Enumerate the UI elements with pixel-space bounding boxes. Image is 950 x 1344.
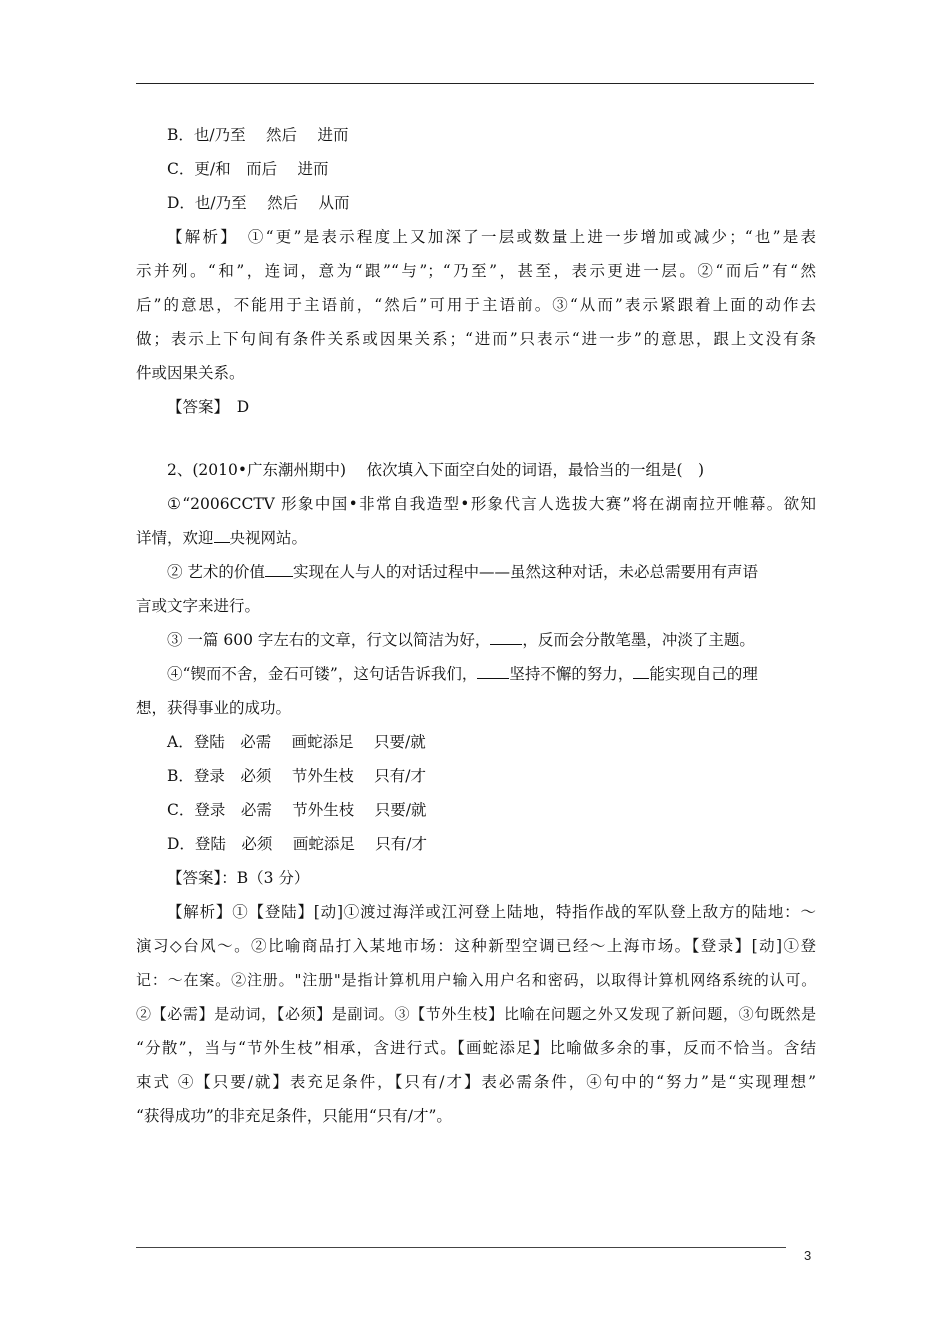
header-rule (136, 83, 814, 84)
q2-analysis-line: ②【必需】是动词，【必须】是副词。③【节外生枝】比喻在问题之外又发现了新问题，③句既然是 (136, 1005, 816, 1023)
q1-answer: 【答案】 D (167, 398, 250, 416)
q2-sentence-4-cont: 想，获得事业的成功。 (136, 699, 292, 717)
q2-text: ，反而会分散笔墨，冲淡了主题。 (522, 631, 755, 649)
q1-analysis-line: 做；表示上下句间有条件关系或因果关系；“进而”只表示“进一步”的意思，跟上文没有条 (136, 330, 816, 348)
fill-blank (265, 558, 293, 577)
q2-analysis-line: 演习◇台风～。②比喻商品打入某地市场：这种新型空调已经～上海市场。【登录】[动]①登 (136, 937, 816, 955)
page-number: 3 (804, 1248, 812, 1263)
q2-sentence-2-cont: 言或文字来进行。 (136, 597, 261, 615)
q2-option-b: B．登录 必须 节外生枝 只有/才 (167, 767, 426, 785)
q2-sentence-2 (136, 555, 816, 589)
q2-analysis-line: 束式 ④【只要/就】表充足条件，【只有/才】表必需条件，④句中的“努力”是“实现理想” (136, 1073, 816, 1091)
q1-analysis-line: 件或因果关系。 (136, 364, 245, 382)
q2-sentence-4 (136, 657, 816, 691)
footer-rule (136, 1247, 786, 1248)
q1-analysis-line: 后”的意思，不能用于主语前，“然后”可用于主语前。③“从而”表示紧跟着上面的动作去 (136, 296, 816, 314)
q2-analysis-line: “分散”，当与“节外生枝”相承，含进行式。【画蛇添足】比喻做多余的事，反而不恰当。含结 (136, 1039, 816, 1057)
q2-text: 坚持不懈的努力， (509, 665, 634, 683)
q2-text: 能实现自己的理 (649, 665, 758, 683)
q1-option-c: C．更/和 而后 进而 (167, 160, 329, 178)
q2-text: 实现在人与人的对话过程中——虽然这种对话，未必总需要用有声语 (292, 563, 758, 581)
q1-option-d: D．也/乃至 然后 从而 (167, 194, 350, 212)
fill-blank (490, 626, 522, 645)
q2-analysis-line: 记：～在案。②注册。"注册"是指计算机用户输入用户名和密码，以取得计算机网络系统的认可。 (136, 971, 816, 989)
fill-blank (633, 660, 649, 679)
q2-text: ③ 一篇 600 字左右的文章，行文以简洁为好， (167, 631, 491, 649)
q1-option-b: B．也/乃至 然后 进而 (167, 126, 349, 144)
q2-text: ④“锲而不舍，金石可镂”，这句话告诉我们， (167, 665, 478, 683)
q2-text: 央视网站。 (229, 529, 308, 547)
q2-sentence-3 (136, 623, 816, 657)
q2-text: 详情，欢迎 (136, 529, 214, 547)
q2-option-d: D．登陆 必须 画蛇添足 只有/才 (167, 835, 428, 853)
page-content (136, 118, 816, 1133)
q2-analysis-line: 【解析】①【登陆】[动]①渡过海洋或江河登上陆地，特指作战的军队登上敌方的陆地：～ (167, 903, 816, 921)
question-spacer (136, 424, 816, 453)
q2-option-c: C．登录 必需 节外生枝 只要/就 (167, 801, 427, 819)
q1-analysis-line: 【解析】 ①“更”是表示程度上又加深了一层或数量上进一步增加或减少；“也”是表 (167, 228, 816, 246)
q2-sentence-1: ①“2006CCTV 形象中国•非常自我造型•形象代言人选拔大赛”将在湖南拉开帷幕。欲知 (167, 495, 816, 513)
q2-answer: 【答案】：B（3 分） (167, 869, 310, 887)
fill-blank (214, 524, 230, 543)
q2-text: ② 艺术的价值 (167, 563, 265, 581)
fill-blank (477, 660, 509, 679)
q2-analysis-line: “获得成功”的非充足条件，只能用“只有/才”。 (136, 1107, 452, 1125)
q2-option-a: A．登陆 必需 画蛇添足 只要/就 (167, 733, 426, 751)
q1-analysis-line: 示并列。“和”，连词，意为“跟”“与”；“乃至”，甚至，表示更进一层。②“而后”有“然 (136, 262, 816, 280)
q2-sentence-1-cont (136, 521, 816, 555)
q2-header: 2、(2010•广东潮州期中) 依次填入下面空白处的词语，最恰当的一组是( ) (167, 461, 705, 479)
